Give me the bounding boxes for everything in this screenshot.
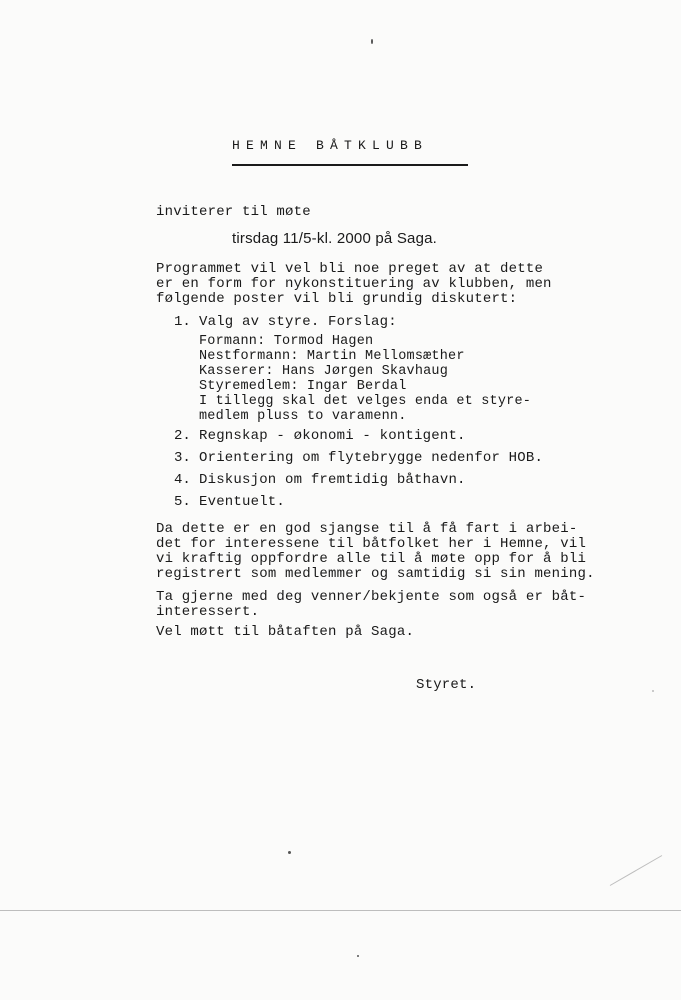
scan-speck [288, 851, 291, 854]
agenda-item-number: 5. [174, 494, 191, 510]
agenda-detail-line: Formann: Tormod Hagen [199, 334, 374, 349]
title-underline [232, 164, 468, 166]
agenda-item-number: 2. [174, 428, 191, 444]
agenda-item-number: 3. [174, 450, 191, 466]
scan-edge-line [0, 910, 681, 911]
agenda-detail-line: I tillegg skal det velges enda et styre- [199, 394, 532, 409]
friends-paragraph-line: Ta gjerne med deg venner/bekjente som også er båt- [156, 589, 587, 605]
scan-speck [652, 690, 654, 692]
agenda-detail-line: Nestformann: Martin Mellomsæther [199, 349, 465, 364]
agenda-item-text: Regnskap - økonomi - kontigent. [199, 428, 466, 444]
program-paragraph-line: Programmet vil vel bli noe preget av at dette [156, 261, 544, 277]
agenda-item-text: Eventuelt. [199, 494, 286, 510]
intro-line: inviterer til møte [156, 204, 311, 220]
meeting-date-line: tirsdag 11/5-kl. 2000 på Saga. [232, 230, 438, 247]
program-paragraph-line: følgende poster vil bli grundig diskutert: [156, 291, 518, 307]
program-paragraph-line: er en form for nykonstituering av klubben, men [156, 276, 552, 292]
scan-speck [357, 955, 359, 957]
signature: Styret. [416, 677, 477, 693]
agenda-item-number: 4. [174, 472, 191, 488]
agenda-detail-line: medlem pluss to varamenn. [199, 409, 407, 424]
scan-edge-mark [610, 855, 662, 886]
agenda-detail-line: Styremedlem: Ingar Berdal [199, 379, 407, 394]
agenda-item-text: Valg av styre. Forslag: [199, 314, 397, 330]
document-title: HEMNE BÅTKLUBB [232, 138, 429, 153]
farewell-line: Vel møtt til båtaften på Saga. [156, 624, 415, 640]
scan-speck [371, 39, 373, 44]
closing-paragraph-line: vi kraftig oppfordre alle til å møte opp for å bli [156, 551, 587, 567]
agenda-item-text: Orientering om flytebrygge nedenfor HOB. [199, 450, 544, 466]
friends-paragraph-line: interessert. [156, 604, 260, 620]
agenda-detail-line: Kasserer: Hans Jørgen Skavhaug [199, 364, 449, 379]
closing-paragraph-line: Da dette er en god sjangse til å få fart i arbei- [156, 521, 578, 537]
agenda-item-number: 1. [174, 314, 191, 330]
closing-paragraph-line: registrert som medlemmer og samtidig si sin mening. [156, 566, 595, 582]
closing-paragraph-line: det for interessene til båtfolket her i Hemne, vil [156, 536, 587, 552]
agenda-item-text: Diskusjon om fremtidig båthavn. [199, 472, 466, 488]
